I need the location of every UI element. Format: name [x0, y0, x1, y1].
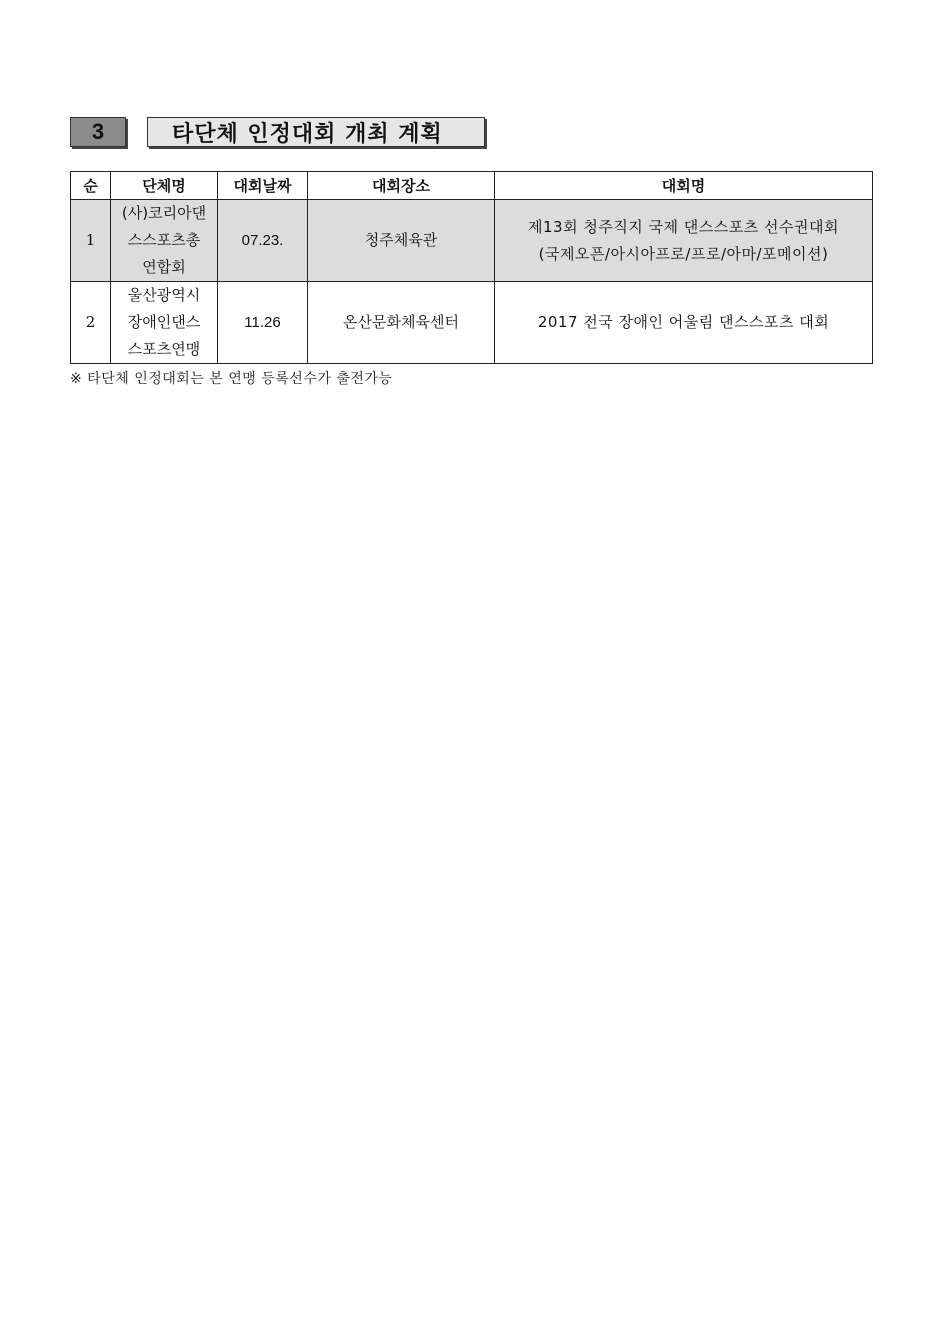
header-org: 단체명: [111, 172, 218, 200]
row-competition-name: [495, 282, 873, 364]
competition-plan-table: [70, 171, 873, 364]
row-num: 2: [71, 282, 111, 364]
header-venue: 대회장소: [308, 172, 495, 200]
section-number: 3: [70, 117, 126, 147]
header-num: 순: [71, 172, 111, 200]
org-line: 스포츠연맹: [127, 340, 201, 358]
name-line: 제13회 청주직지 국제 댄스스포츠 선수권대회: [528, 217, 839, 236]
name-line: (국제오픈/아시아프로/프로/아마/포메이션): [538, 244, 829, 263]
row-venue: 청주체육관: [308, 200, 495, 282]
row-competition-name: [495, 200, 873, 282]
table-header-row: [71, 172, 873, 200]
org-line: 연합회: [142, 258, 186, 276]
row-num: 1: [71, 200, 111, 282]
org-line: 스스포츠총: [127, 231, 201, 249]
row-org: [111, 200, 218, 282]
header-name: 대회명: [495, 172, 873, 200]
row-date: 07.23.: [218, 200, 308, 282]
row-org: [111, 282, 218, 364]
org-line: 울산광역시: [127, 286, 201, 304]
name-line: 2017 전국 장애인 어울림 댄스스포츠 대회: [537, 313, 830, 331]
row-date: 11.26: [218, 282, 308, 364]
footnote: ※ 타단체 인정대회는 본 연맹 등록선수가 출전가능: [70, 371, 393, 387]
table-row: [71, 282, 873, 364]
section-title: 타단체 인정대회 개최 계획: [147, 117, 485, 147]
table-row: [71, 200, 873, 282]
row-venue: 온산문화체육센터: [308, 282, 495, 364]
org-line: 장애인댄스: [127, 313, 201, 331]
org-line: (사)코리아댄: [121, 204, 207, 222]
header-date: 대회날짜: [218, 172, 308, 200]
